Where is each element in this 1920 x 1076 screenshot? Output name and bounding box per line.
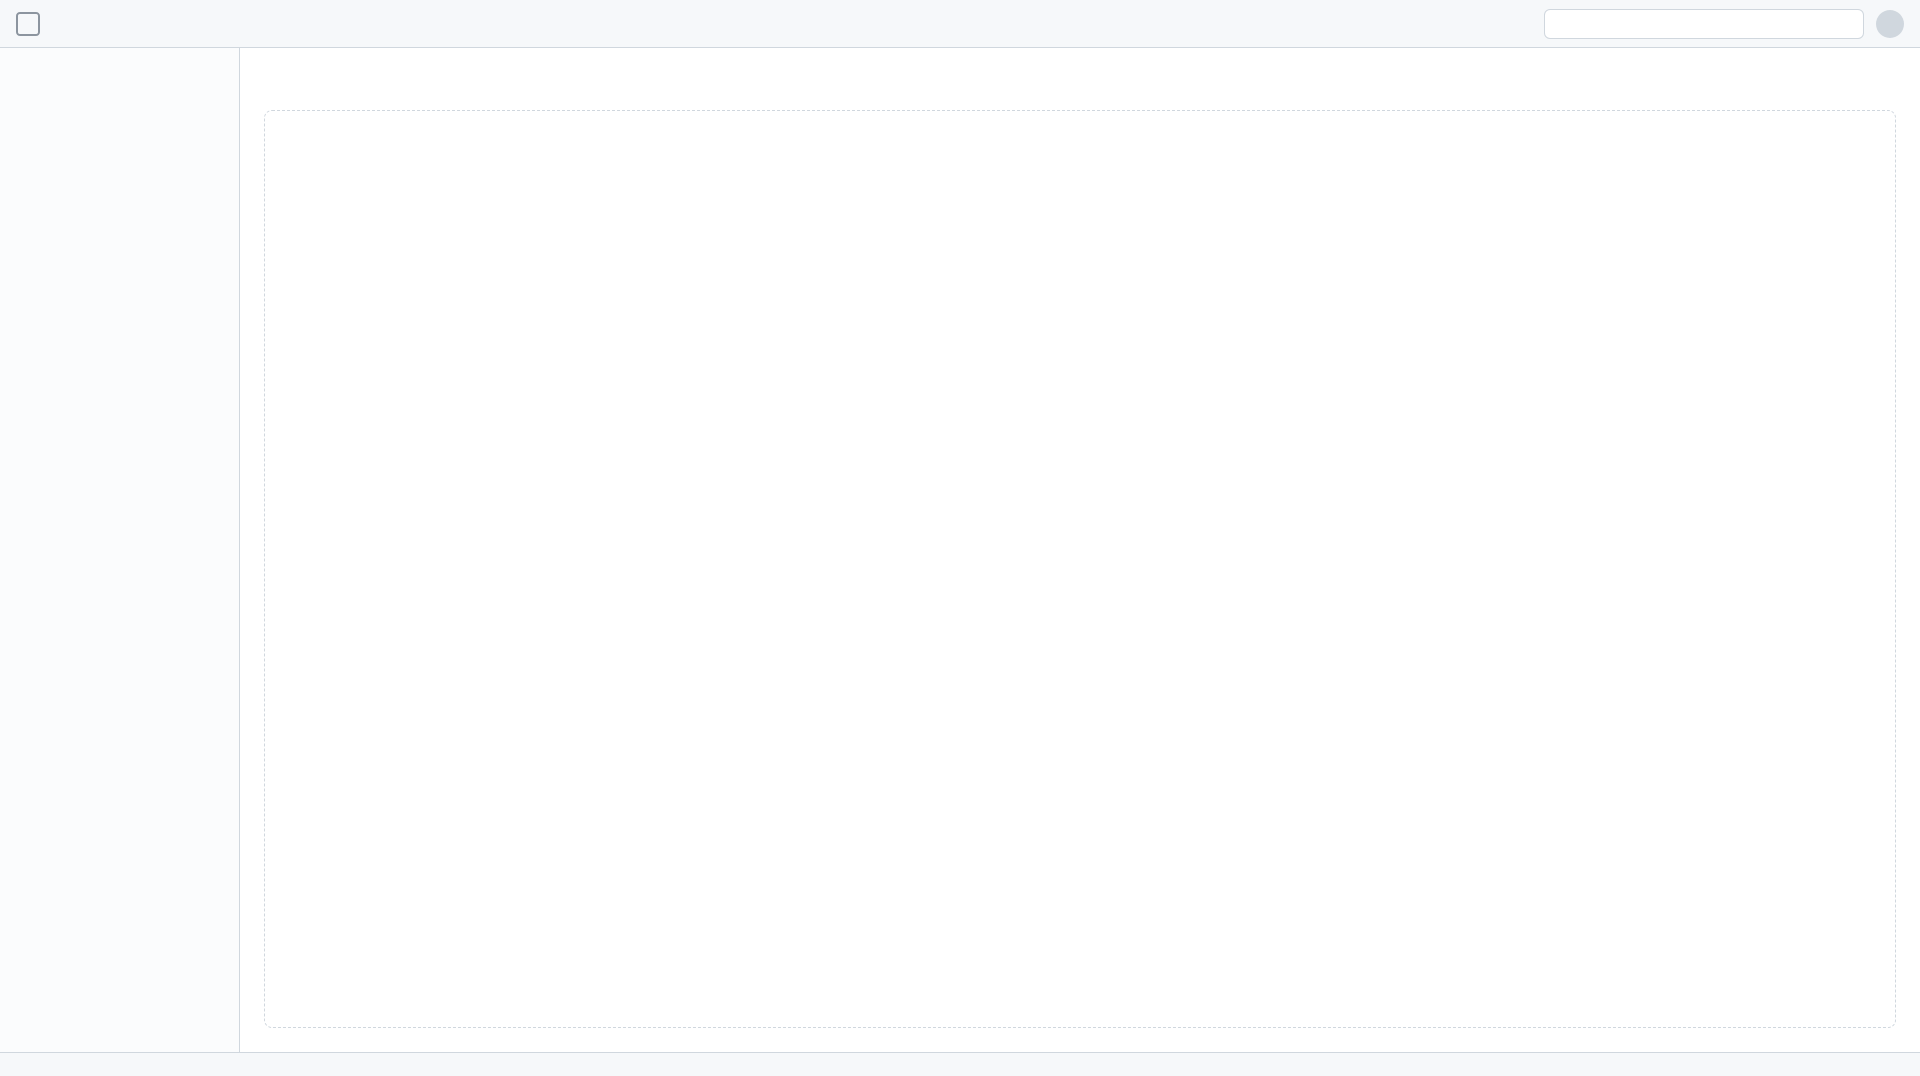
main-content (240, 48, 1920, 1052)
body-area (0, 48, 1920, 1052)
sidebar (0, 48, 240, 1052)
status-bar (0, 1052, 1920, 1076)
header-bar (0, 0, 1920, 48)
user-avatar[interactable] (1876, 10, 1904, 38)
app-logo-icon (16, 12, 40, 36)
page-title (264, 72, 1896, 98)
content-panel (264, 110, 1896, 1028)
search-input[interactable] (1544, 9, 1864, 39)
